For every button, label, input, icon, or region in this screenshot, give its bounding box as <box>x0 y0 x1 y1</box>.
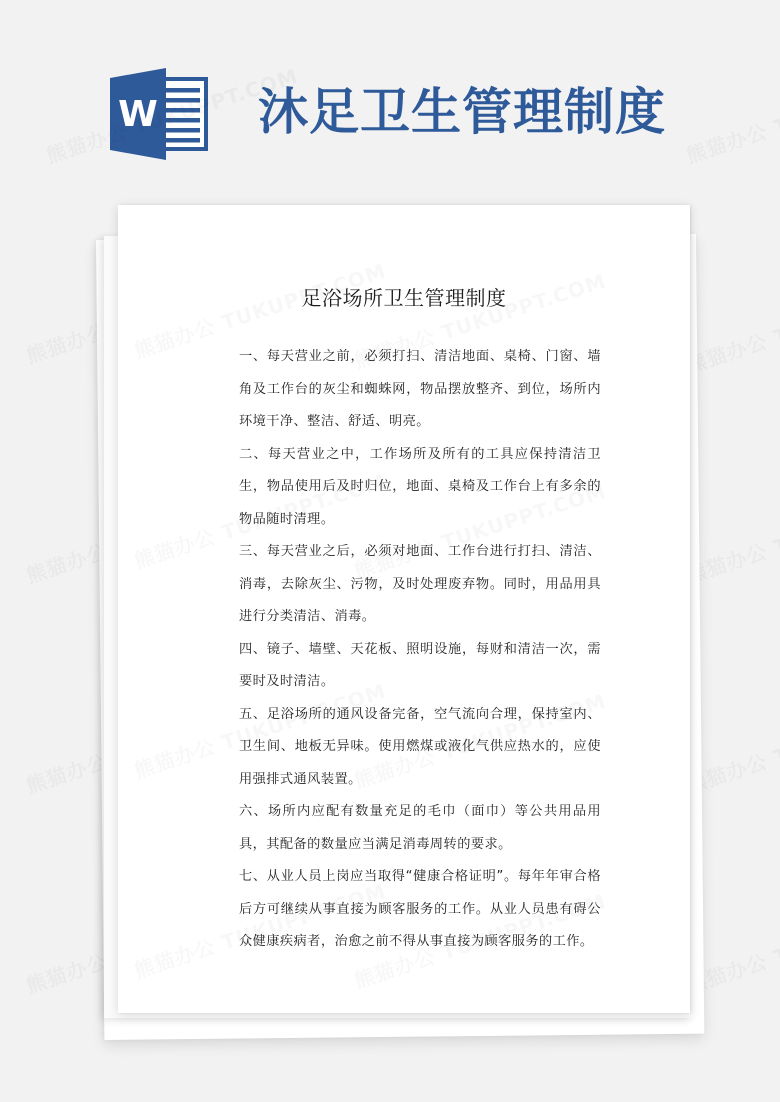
svg-text:W: W <box>118 94 158 135</box>
paragraph-7: 七、从业人员上岗应当取得“健康合格证明”。每年年审合格后方可继续从事直接为顾客服务的工作。从业人员患有碍公众健康疾病者，治愈之前不得从事直接为顾客服务的工作。 <box>239 869 601 949</box>
paragraph-3: 三、每天营业之后，必须对地面、工作台进行打扫、清洁、消毒，去除灰尘、污物，及时处理废弃物。同时，用品用具进行分类清洁、消毒。 <box>239 544 601 624</box>
banner-title: 沐足卫生管理制度 <box>258 82 666 141</box>
document-body <box>239 341 601 959</box>
paragraph-6: 六、场所内应配有数量充足的毛巾（面巾）等公共用品用具，其配备的数量应当满足消毒周转的要求。 <box>239 804 601 852</box>
header-banner <box>0 0 780 190</box>
document-page <box>118 205 690 1013</box>
paragraph-1: 一、每天营业之前，必须打扫、清洁地面、桌椅、门窗、墙角及工作台的灰尘和蜘蛛网，物品摆放整齐、到位，场所内环境干净、整洁、舒适、明亮。 <box>239 349 601 429</box>
paragraph-2: 二、每天营业之中，工作场所及所有的工具应保持清洁卫生，物品使用后及时归位，地面、桌椅及工作台上有多余的物品随时清理。 <box>239 446 601 527</box>
paragraph-5: 五、足浴场所的通风设备完备，空气流向合理，保持室内、卫生间、地板无异味。使用燃煤或液化气供应热水的，应使用强排式通风装置。 <box>239 706 601 787</box>
document-title: 足浴场所卫生管理制度 <box>301 286 507 310</box>
paragraph-4: 四、镜子、墙壁、天花板、照明设施，每财和清洁一次，需要时及时清洁。 <box>239 641 601 689</box>
word-document-icon <box>110 68 210 160</box>
